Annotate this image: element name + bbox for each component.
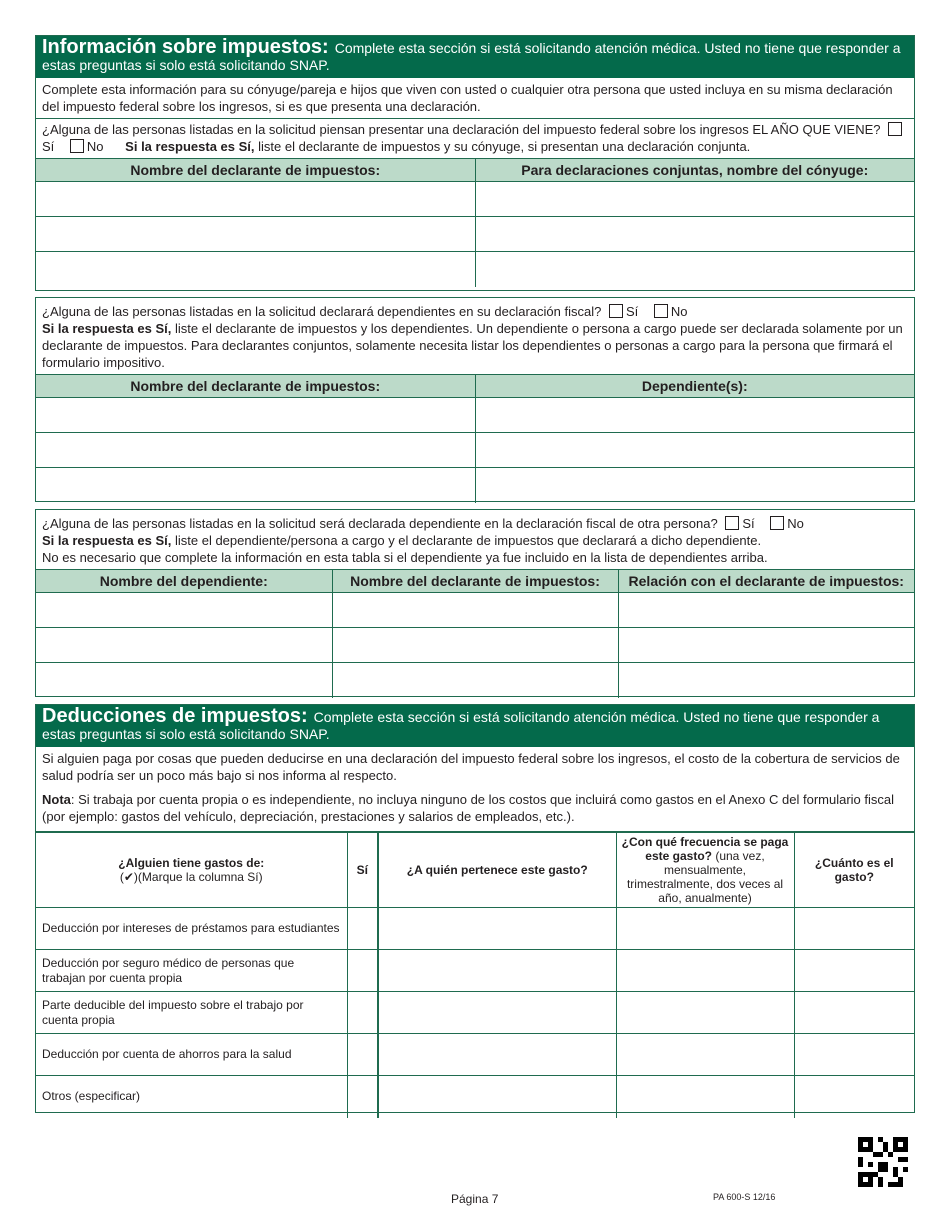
table-row bbox=[36, 950, 914, 992]
table-row bbox=[36, 398, 914, 433]
deduction-whose-cell[interactable] bbox=[378, 1034, 616, 1076]
q3-table bbox=[36, 569, 914, 698]
q2-no-checkbox[interactable] bbox=[654, 304, 668, 318]
barcode-icon bbox=[858, 1137, 908, 1187]
col-frequency bbox=[616, 832, 794, 908]
deduction-whose-cell[interactable] bbox=[378, 908, 616, 950]
q1-col-filer: Nombre del declarante de impuestos: bbox=[36, 159, 475, 182]
q2-yes-label: Sí bbox=[625, 304, 639, 319]
q2-dependent-cell[interactable] bbox=[475, 433, 914, 468]
q3-col-filer: Nombre del declarante de impuestos: bbox=[332, 570, 618, 593]
col-expense-sub: (✔)(Marque la columna Sí) bbox=[119, 870, 263, 884]
q3-filer-cell[interactable] bbox=[332, 593, 618, 628]
table-row bbox=[36, 992, 914, 1034]
deduction-whose-cell[interactable] bbox=[378, 992, 616, 1034]
col-yes bbox=[347, 832, 378, 908]
table-row bbox=[36, 433, 914, 468]
q1-table bbox=[36, 158, 914, 287]
deduction-frequency-cell[interactable] bbox=[616, 908, 794, 950]
tax-info-subtitle: Complete esta sección si está solicitando atención médica. Usted no tiene que responder a estas preguntas si solo está solicitando SNAP. bbox=[42, 40, 901, 73]
q3-col-dependent: Nombre del dependiente: bbox=[36, 570, 332, 593]
deductions-note-text: : Si trabaja por cuenta propia o es independiente, no incluya ninguno de los costos que incluirá como gastos en el Anexo C del formulario fiscal (por ejemplo: gastos del vehículo, depreciación, prestaciones y salarios de empleados, etc.). bbox=[42, 792, 895, 824]
q1-if-yes-text: liste el declarante de impuestos y su cónyuge, si presentan una declaración conjunta. bbox=[258, 139, 751, 154]
table-row bbox=[36, 908, 914, 950]
q3-relationship-cell[interactable] bbox=[618, 593, 914, 628]
q3-relationship-cell[interactable] bbox=[618, 663, 914, 698]
page-number: Página 7 bbox=[451, 1192, 499, 1206]
q1-filer-cell[interactable] bbox=[36, 182, 475, 217]
q1-filer-cell[interactable] bbox=[36, 252, 475, 287]
q2-no-label: No bbox=[670, 304, 688, 319]
q1-no-label: No bbox=[86, 139, 104, 154]
q3-question bbox=[36, 510, 914, 569]
deduction-frequency-cell[interactable] bbox=[616, 1034, 794, 1076]
dependents-section bbox=[35, 297, 915, 502]
tax-info-section bbox=[35, 35, 915, 291]
col-whose bbox=[378, 832, 616, 908]
deductions-section bbox=[35, 704, 915, 1113]
deduction-frequency-cell[interactable] bbox=[616, 992, 794, 1034]
q2-filer-cell[interactable] bbox=[36, 398, 475, 433]
q3-dependent-cell[interactable] bbox=[36, 593, 332, 628]
q2-table bbox=[36, 374, 914, 503]
deduction-yes-cell[interactable] bbox=[347, 950, 378, 992]
q2-filer-cell[interactable] bbox=[36, 468, 475, 503]
q1-col-spouse: Para declaraciones conjuntas, nombre del cónyuge: bbox=[475, 159, 914, 182]
table-row bbox=[36, 628, 914, 663]
col-yes-label: Sí bbox=[356, 863, 368, 877]
tax-info-header bbox=[36, 36, 914, 78]
q2-text: ¿Alguna de las personas listadas en la solicitud declarará dependientes en su declaración fiscal? bbox=[42, 304, 602, 319]
q3-no-checkbox[interactable] bbox=[770, 516, 784, 530]
q2-if-yes-text: liste el declarante de impuestos y los dependientes. Un dependiente o persona a cargo puede ser declarada solamente por un declarante de impuestos. Para declarantes conjuntos, solamente necesita listar los dependientes o personas a cargo para la persona que firmará el formulario impositivo. bbox=[42, 321, 903, 370]
deduction-label: Otros (especificar) bbox=[36, 1076, 347, 1118]
q3-if-yes-bold: Si la respuesta es Sí, bbox=[42, 533, 172, 548]
col-amount bbox=[794, 832, 914, 908]
deductions-table bbox=[36, 831, 914, 1118]
q2-filer-cell[interactable] bbox=[36, 433, 475, 468]
col-frequency-sub: (una vez, mensualmente, trimestralmente, dos veces al año, anualmente) bbox=[626, 849, 784, 905]
tax-info-title: Información sobre impuestos: bbox=[42, 36, 329, 58]
q1-if-yes-bold: Si la respuesta es Sí, bbox=[125, 139, 255, 154]
deduction-amount-cell[interactable] bbox=[794, 1034, 914, 1076]
q2-dependent-cell[interactable] bbox=[475, 398, 914, 433]
deductions-note bbox=[36, 789, 914, 831]
deduction-yes-cell[interactable] bbox=[347, 992, 378, 1034]
col-amount-label: ¿Cuánto es el gasto? bbox=[814, 856, 894, 884]
table-row bbox=[36, 468, 914, 503]
q2-col-dependents: Dependiente(s): bbox=[475, 375, 914, 398]
q3-yes-label: Sí bbox=[742, 516, 755, 531]
deduction-whose-cell[interactable] bbox=[378, 1076, 616, 1118]
deduction-amount-cell[interactable] bbox=[794, 992, 914, 1034]
deduction-label: Deducción por seguro médico de personas que trabajan por cuenta propia bbox=[36, 950, 347, 992]
table-row bbox=[36, 252, 914, 287]
q3-relationship-cell[interactable] bbox=[618, 628, 914, 663]
q1-question bbox=[36, 119, 914, 158]
q1-yes-checkbox[interactable] bbox=[888, 122, 902, 136]
deductions-subtitle: Complete esta sección si está solicitando atención médica. Usted no tiene que responder a estas preguntas si solo está solicitando SNAP. bbox=[42, 709, 880, 742]
table-row bbox=[36, 663, 914, 698]
deduction-yes-cell[interactable] bbox=[347, 908, 378, 950]
q2-col-filer: Nombre del declarante de impuestos: bbox=[36, 375, 475, 398]
q3-filer-cell[interactable] bbox=[332, 628, 618, 663]
table-row bbox=[36, 1034, 914, 1076]
col-expense bbox=[36, 832, 347, 908]
q1-no-checkbox[interactable] bbox=[70, 139, 84, 153]
q1-yes-label: Sí bbox=[42, 139, 55, 154]
deduction-amount-cell[interactable] bbox=[794, 1076, 914, 1118]
q3-col-relationship: Relación con el declarante de impuestos: bbox=[618, 570, 914, 593]
q3-note: No es necesario que complete la información en esta tabla si el dependiente ya fue incluido en la lista de dependientes arriba. bbox=[42, 550, 768, 565]
deduction-frequency-cell[interactable] bbox=[616, 950, 794, 992]
deduction-label: Deducción por cuenta de ahorros para la salud bbox=[36, 1034, 347, 1076]
q2-yes-checkbox[interactable] bbox=[609, 304, 623, 318]
col-whose-label: ¿A quién pertenece este gasto? bbox=[406, 863, 588, 877]
deductions-header bbox=[36, 705, 914, 747]
table-row bbox=[36, 593, 914, 628]
deduction-amount-cell[interactable] bbox=[794, 950, 914, 992]
q1-spouse-cell[interactable] bbox=[475, 252, 914, 287]
claimed-dependent-section bbox=[35, 509, 915, 697]
q3-dependent-cell[interactable] bbox=[36, 663, 332, 698]
table-row bbox=[36, 182, 914, 217]
deductions-title: Deducciones de impuestos: bbox=[42, 705, 308, 727]
q1-spouse-cell[interactable] bbox=[475, 217, 914, 252]
deduction-label: Parte deducible del impuesto sobre el trabajo por cuenta propia bbox=[36, 992, 347, 1034]
q3-no-label: No bbox=[787, 516, 804, 531]
table-row bbox=[36, 217, 914, 252]
tax-info-intro: Complete esta información para su cónyuge/pareja e hijos que viven con usted o cualquier otra persona que usted incluya en su misma declaración del impuesto federal sobre los ingresos, si es que presenta una declaración. bbox=[36, 78, 914, 119]
q1-text: ¿Alguna de las personas listadas en la solicitud piensan presentar una declaración del impuesto federal sobre los ingresos EL AÑO QUE VIENE? bbox=[42, 122, 881, 137]
q2-if-yes-bold: Si la respuesta es Sí, bbox=[42, 321, 172, 336]
table-row bbox=[36, 1076, 914, 1118]
form-id: PA 600-S 12/16 bbox=[713, 1192, 776, 1202]
col-frequency-bold: ¿Con qué frecuencia se paga este gasto? bbox=[621, 835, 789, 863]
q2-dependent-cell[interactable] bbox=[475, 468, 914, 503]
q3-dependent-cell[interactable] bbox=[36, 628, 332, 663]
deduction-frequency-cell[interactable] bbox=[616, 1076, 794, 1118]
deductions-note-label: Nota bbox=[42, 792, 71, 807]
deduction-whose-cell[interactable] bbox=[378, 950, 616, 992]
q1-spouse-cell[interactable] bbox=[475, 182, 914, 217]
deduction-amount-cell[interactable] bbox=[794, 908, 914, 950]
deduction-yes-cell[interactable] bbox=[347, 1076, 378, 1118]
deduction-label: Deducción por intereses de préstamos para estudiantes bbox=[36, 908, 347, 950]
col-expense-bold: ¿Alguien tiene gastos de: bbox=[118, 856, 265, 870]
deduction-yes-cell[interactable] bbox=[347, 1034, 378, 1076]
q3-yes-checkbox[interactable] bbox=[725, 516, 739, 530]
deductions-intro: Si alguien paga por cosas que pueden deducirse en una declaración del impuesto federal sobre los ingresos, el costo de la cobertura de servicios de salud podría ser un poco más bajo si nos informa al respecto. bbox=[42, 751, 900, 783]
q3-filer-cell[interactable] bbox=[332, 663, 618, 698]
q1-filer-cell[interactable] bbox=[36, 217, 475, 252]
q3-if-yes-text: liste el dependiente/persona a cargo y el declarante de impuestos que declarará a dicho dependiente. bbox=[174, 533, 762, 548]
q3-text: ¿Alguna de las personas listadas en la solicitud será declarada dependiente en la declaración fiscal de otra persona? bbox=[42, 516, 718, 531]
q2-question bbox=[36, 298, 914, 374]
